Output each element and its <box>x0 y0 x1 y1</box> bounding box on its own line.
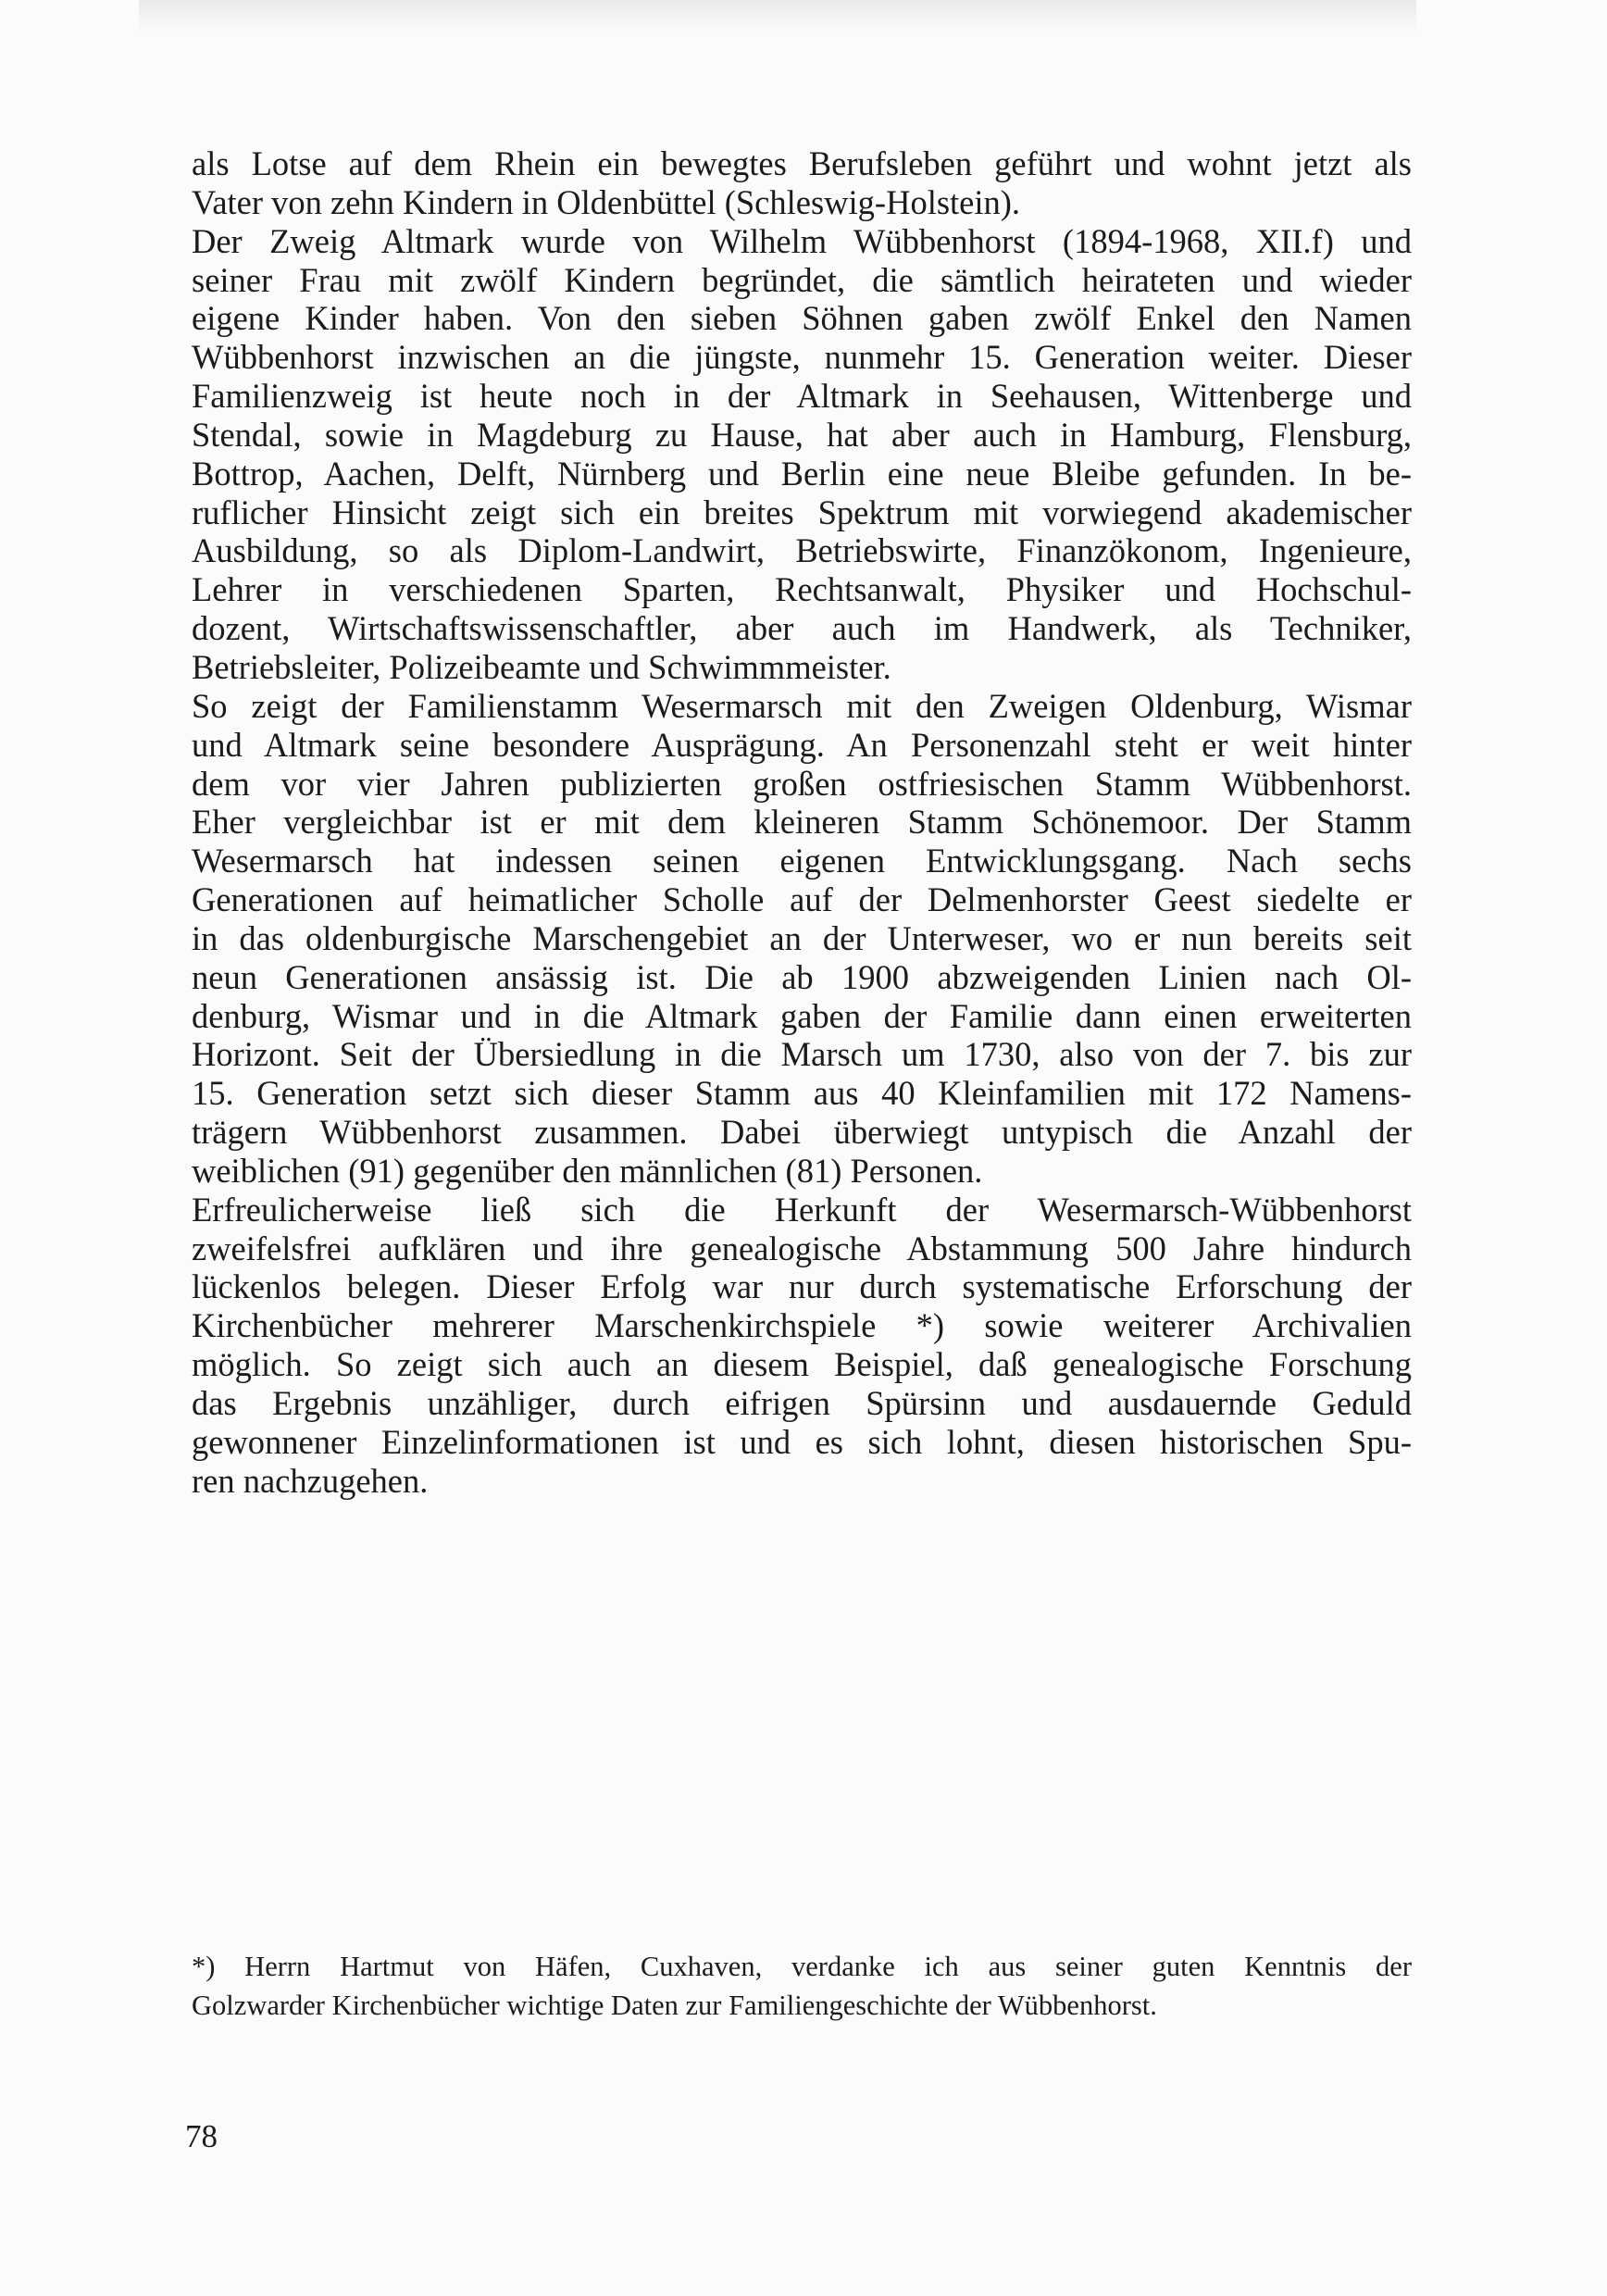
body-line: Eher vergleichbar ist er mit dem kleineren Stamm Schönemoor. Der Stamm <box>192 803 1412 842</box>
body-line: gewonnener Einzelinformationen ist und es sich lohnt, diesen historischen Spu- <box>192 1422 1412 1461</box>
body-line: weiblichen (91) gegenüber den männlichen (81) Personen. <box>192 1151 983 1190</box>
body-line: in das oldenburgische Marschengebiet an der Unterweser, wo er nun bereits seit <box>192 918 1412 957</box>
body-line: Ausbildung, so als Diplom-Landwirt, Betriebswirte, Finanzökonom, Ingenieure, <box>192 531 1412 570</box>
body-line: eigene Kinder haben. Von den sieben Söhnen gaben zwölf Enkel den Namen <box>192 299 1412 338</box>
body-line: neun Generationen ansässig ist. Die ab 1900 abzweigenden Linien nach Ol- <box>192 957 1412 996</box>
page-number: 78 <box>185 2118 218 2154</box>
body-line: dem vor vier Jahren publizierten großen ostfriesischen Stamm Wübbenhorst. <box>192 764 1412 803</box>
body-line: ruflicher Hinsicht zeigt sich ein breites Spektrum mit vorwiegend akademischer <box>192 493 1412 531</box>
body-line: Stendal, sowie in Magdeburg zu Hause, hat aber auch in Hamburg, Flensburg, <box>192 415 1412 454</box>
body-line: Bottrop, Aachen, Delft, Nürnberg und Berlin eine neue Bleibe gefunden. In be- <box>192 454 1412 493</box>
body-line: seiner Frau mit zwölf Kindern begründet, die sämtlich heirateten und wieder <box>192 260 1412 299</box>
body-line: Betriebsleiter, Polizeibeamte und Schwimmmeister. <box>192 647 891 686</box>
body-line: das Ergebnis unzähliger, durch eifrigen Spürsinn und ausdauernde Geduld <box>192 1384 1412 1422</box>
body-line: Wübbenhorst inzwischen an die jüngste, nunmehr 15. Generation weiter. Dieser <box>192 338 1412 377</box>
body-line: trägern Wübbenhorst zusammen. Dabei überwiegt untypisch die Anzahl der <box>192 1113 1412 1152</box>
body-line: Lehrer in verschiedenen Sparten, Rechtsanwalt, Physiker und Hochschul- <box>192 570 1412 609</box>
body-line: Kirchenbücher mehrerer Marschenkirchspiele *) sowie weiterer Archivalien <box>192 1306 1412 1345</box>
footnote <box>192 1947 1412 2025</box>
body-line: Horizont. Seit der Übersiedlung in die Marsch um 1730, also von der 7. bis zur <box>192 1035 1412 1074</box>
body-line: Vater von zehn Kindern in Oldenbüttel (Schleswig-Holstein). <box>192 182 1021 221</box>
body-line: Wesermarsch hat indessen seinen eigenen Entwicklungsgang. Nach sechs <box>192 842 1412 880</box>
body-text <box>192 144 1412 1501</box>
body-line: ren nachzugehen. <box>192 1461 429 1500</box>
body-line: dozent, Wirtschaftswissenschaftler, aber auch im Handwerk, als Techniker, <box>192 609 1412 648</box>
body-line: denburg, Wismar und in die Altmark gaben der Familie dann einen erweiterten <box>192 996 1412 1035</box>
body-line: lückenlos belegen. Dieser Erfolg war nur durch systematische Erforschung der <box>192 1267 1412 1306</box>
footnote-line: Golzwarder Kirchenbücher wichtige Daten zur Familiengeschichte der Wübbenhorst. <box>192 1990 1157 2021</box>
body-line: Der Zweig Altmark wurde von Wilhelm Wübbenhorst (1894-1968, XII.f) und <box>192 221 1412 260</box>
body-line: und Altmark seine besondere Ausprägung. An Personenzahl steht er weit hinter <box>192 725 1412 764</box>
scan-top-shadow <box>139 0 1416 31</box>
body-line: als Lotse auf dem Rhein ein bewegtes Berufsleben geführt und wohnt jetzt als <box>192 144 1412 182</box>
body-line: Familienzweig ist heute noch in der Altmark in Seehausen, Wittenberge und <box>192 377 1412 416</box>
body-line: Erfreulicherweise ließ sich die Herkunft der Wesermarsch-Wübbenhorst <box>192 1190 1412 1229</box>
body-line: 15. Generation setzt sich dieser Stamm aus 40 Kleinfamilien mit 172 Namens- <box>192 1074 1412 1113</box>
body-line: möglich. So zeigt sich auch an diesem Beispiel, daß genealogische Forschung <box>192 1345 1412 1384</box>
body-line: So zeigt der Familienstamm Wesermarsch mit den Zweigen Oldenburg, Wismar <box>192 686 1412 725</box>
body-line: zweifelsfrei aufklären und ihre genealogische Abstammung 500 Jahre hindurch <box>192 1229 1412 1267</box>
body-line: Generationen auf heimatlicher Scholle auf der Delmenhorster Geest siedelte er <box>192 880 1412 919</box>
footnote-line: *) Herrn Hartmut von Häfen, Cuxhaven, verdanke ich aus seiner guten Kenntnis der <box>192 1951 1412 1982</box>
